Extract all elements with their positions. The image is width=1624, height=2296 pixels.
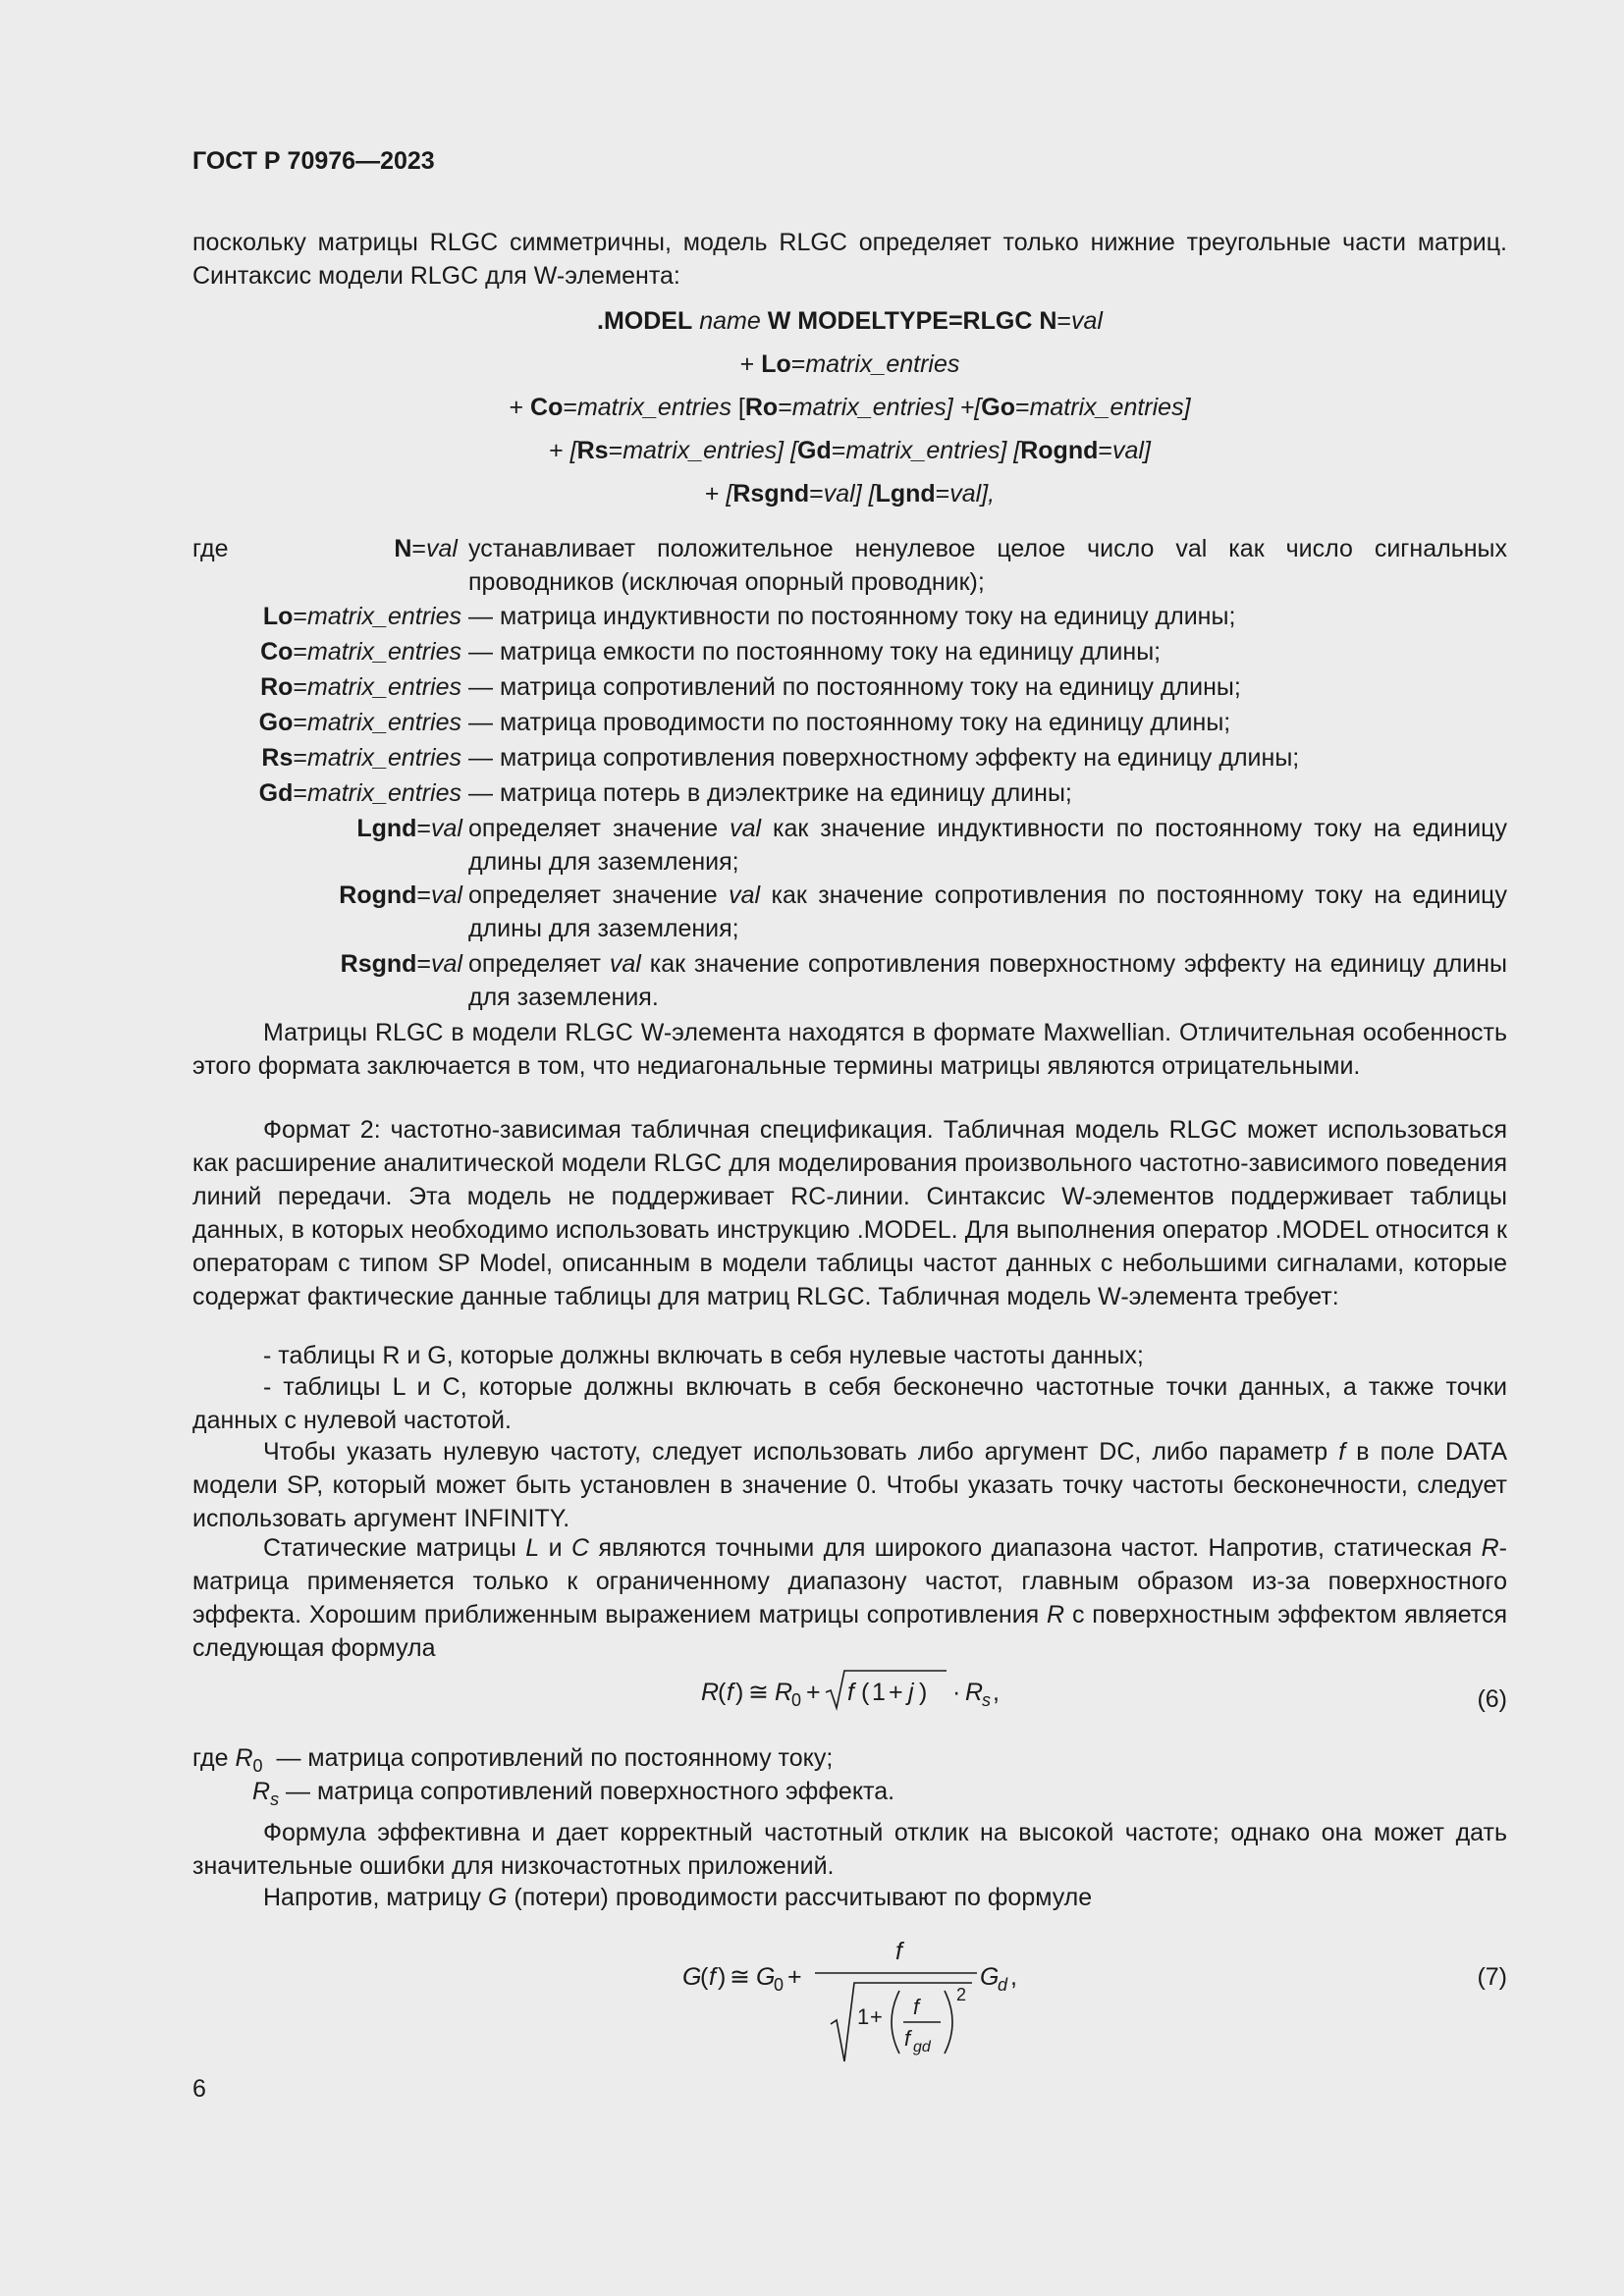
- intro-paragraph: поскольку матрицы RLGC симметричны, модель RLGC определяет только нижние треугольные части матриц. Синтаксис модели RLGC для W-элемента:: [192, 229, 1507, 290]
- definition-key: Rs=matrix_entries: [261, 744, 461, 772]
- svg-text:1: 1: [872, 1679, 886, 1706]
- svg-text:G: G: [756, 1963, 776, 1991]
- svg-text:R: R: [701, 1679, 720, 1706]
- definition-text: — матрица сопротивлений по постоянному току на единицу длины;: [468, 673, 1241, 701]
- svg-text:(: (: [718, 1679, 727, 1706]
- definition-key: Lo=matrix_entries: [262, 603, 461, 630]
- svg-text:f: f: [895, 1938, 902, 1965]
- where-r0: где $R_0$ — матрица сопротивлений по постоянному току;: [192, 1744, 834, 1776]
- svg-text:0: 0: [791, 1690, 802, 1710]
- svg-text:G: G: [980, 1963, 1000, 1991]
- paragraph-conductance: Напротив, матрицу G (потери) проводимости рассчитывают по формуле: [263, 1884, 1093, 1911]
- definition-key: Go=matrix_entries: [258, 709, 461, 736]
- paragraph-zero-frequency: Чтобы указать нулевую частоту, следует использовать либо аргумент DC, либо параметр f в поле DATA модели SP, который может быть установлен в значение 0. Чтобы указать точку частоты бесконечности, следует использовать аргумент INFINITY.: [192, 1438, 1507, 1532]
- where-rs: $R_s$ — матрица сопротивлений поверхностного эффекта.: [252, 1778, 895, 1809]
- svg-text:1: 1: [857, 2004, 870, 2029]
- svg-text:f: f: [904, 2026, 911, 2051]
- definition-key: Lgnd=val: [356, 815, 462, 842]
- svg-text:,: ,: [1010, 1963, 1017, 1991]
- equation-7-formula: [677, 1922, 1031, 2069]
- equation-6-formula: [687, 1665, 1021, 1714]
- definition-text: — матрица потерь в диэлектрике на единицу длины;: [468, 779, 1072, 807]
- paragraph-static-matrices: Статические матрицы L и C являются точными для широкого диапазона частот. Напротив, статическая R-матрица применяется только к ограниченному диапазону частот, главным образом из-за поверхностного эффекта. Хорошим приближенным выражением матрицы сопротивления R с поверхностным эффектом является следующая формула: [192, 1534, 1507, 1662]
- definition-text: — матрица емкости по постоянному току на единицу длины;: [468, 638, 1162, 666]
- svg-text:≅: ≅: [748, 1679, 769, 1706]
- bullet-lc: - таблицы L и C, которые должны включать в себя бесконечно частотные точки данных, а также точки данных с нулевой частотой.: [192, 1373, 1507, 1434]
- svg-text:R: R: [775, 1679, 793, 1706]
- defs-where-label: где: [192, 535, 229, 562]
- svg-text:s: s: [982, 1690, 991, 1710]
- definition-text: — матрица проводимости по постоянному току на единицу длины;: [468, 709, 1231, 736]
- definition-key: Gd=matrix_entries: [258, 779, 461, 807]
- bullet-rg: - таблицы R и G, которые должны включать в себя нулевые частоты данных;: [263, 1342, 1144, 1369]
- svg-text:): ): [718, 1963, 727, 1991]
- equation-6-number: (6): [1477, 1685, 1507, 1713]
- svg-text:G: G: [682, 1963, 702, 1991]
- syntax-line-2: + Lo=matrix_entries: [739, 350, 960, 378]
- svg-text:): ): [735, 1679, 744, 1706]
- paragraph-maxwellian: Матрицы RLGC в модели RLGC W-элемента находятся в формате Maxwellian. Отличительная особенность этого формата заключается в том, что недиагональные термины матрицы являются отрицательными.: [192, 1019, 1507, 1080]
- svg-text:j: j: [908, 1679, 914, 1706]
- svg-text:f: f: [709, 1963, 716, 1991]
- definition-text: — матрица индуктивности по постоянному току на единицу длины;: [468, 603, 1236, 630]
- paragraph-formula-effective: Формула эффективна и дает корректный частотный отклик на высокой частоте; однако она может дать значительные ошибки для низкочастотных приложений.: [192, 1819, 1507, 1880]
- syntax-line-4: + [Rs=matrix_entries] [Gd=matrix_entries] [Rognd=val]: [549, 437, 1151, 464]
- paragraph-format-2: Формат 2: частотно-зависимая табличная спецификация. Табличная модель RLGC может использоваться как расширение аналитической модели RLGC для моделирования произвольного частотно-зависимого поведения линий передачи. Эта модель не поддерживает RC-линии. Синтаксис W-элементов поддерживает таблицы данных, в которых необходимо использовать инструкцию .MODEL. Для выполнения оператор .MODEL относится к операторам с типом SP Model, описанным в модели таблицы частот данных с небольшими сигналами, которые содержат фактические данные таблицы для матриц RLGC. Табличная модель W-элемента требует:: [192, 1116, 1507, 1310]
- svg-text:): ): [919, 1679, 928, 1706]
- definition-key: Ro=matrix_entries: [260, 673, 461, 701]
- svg-text:(: (: [861, 1679, 870, 1706]
- svg-text:gd: gd: [913, 2039, 931, 2056]
- svg-text:,: ,: [993, 1679, 1000, 1706]
- syntax-line-1: .MODEL name W MODELTYPE=RLGC N=val: [597, 307, 1103, 335]
- svg-text:0: 0: [774, 1975, 785, 1995]
- definition-text: устанавливает положительное ненулевое целое число val как число сигнальных проводников (исключая опорный проводник);: [468, 535, 1507, 596]
- definition-text: определяет значение val как значение индуктивности по постоянному току на единицу длины для заземления;: [468, 815, 1507, 876]
- svg-text:+: +: [787, 1963, 802, 1991]
- equation-7-number: (7): [1477, 1963, 1507, 1991]
- svg-text:f: f: [727, 1679, 733, 1706]
- svg-text:+: +: [870, 2004, 883, 2029]
- svg-text:R: R: [965, 1679, 984, 1706]
- syntax-line-3: + Co=matrix_entries [Ro=matrix_entries] +[Go=matrix_entries]: [509, 394, 1191, 421]
- svg-text:+: +: [806, 1679, 821, 1706]
- page-number: 6: [192, 2075, 206, 2103]
- definition-text: определяет val как значение сопротивления поверхностному эффекту на единицу длины для заземления.: [468, 950, 1507, 1011]
- definition-key: N=val: [394, 535, 458, 562]
- svg-text:f: f: [913, 1995, 920, 2019]
- svg-text:≅: ≅: [730, 1963, 750, 1991]
- definition-text: определяет значение val как значение сопротивления по постоянному току на единицу длины для заземления;: [468, 881, 1507, 942]
- svg-text:2: 2: [956, 1985, 967, 2004]
- syntax-line-5: + [Rsgnd=val] [Lgnd=val],: [704, 480, 996, 507]
- definition-text: — матрица сопротивления поверхностному эффекту на единицу длины;: [468, 744, 1300, 772]
- document-header: ГОСТ Р 70976—2023: [192, 147, 435, 175]
- svg-text:·: ·: [952, 1679, 961, 1706]
- definition-key: Rognd=val: [339, 881, 462, 909]
- svg-text:+: +: [889, 1679, 903, 1706]
- definition-key: Rsgnd=val: [340, 950, 462, 978]
- svg-text:d: d: [998, 1975, 1008, 1995]
- svg-text:(: (: [700, 1963, 709, 1991]
- definition-key: Co=matrix_entries: [260, 638, 461, 666]
- svg-text:f: f: [847, 1679, 854, 1706]
